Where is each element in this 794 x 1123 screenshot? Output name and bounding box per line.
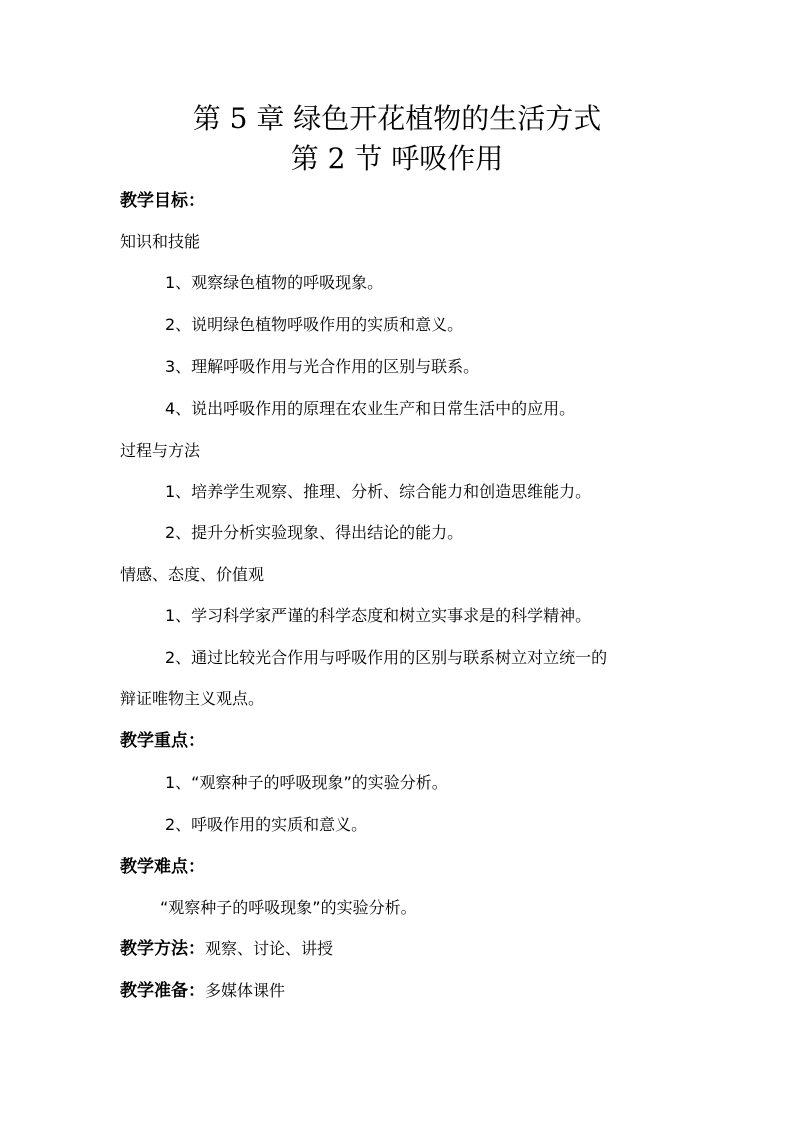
emotion-item-1: 1、学习科学家严谨的科学态度和树立实事求是的科学精神。	[165, 606, 592, 625]
process-item-1: 1、培养学生观察、推理、分析、综合能力和创造思维能力。	[165, 482, 592, 501]
process-item-2: 2、提升分析实验现象、得出结论的能力。	[165, 523, 464, 542]
knowledge-item-4: 4、说出呼吸作用的原理在农业生产和日常生活中的应用。	[165, 399, 576, 418]
preparation-line	[120, 980, 285, 1002]
process-methods-label: 过程与方法	[120, 441, 201, 460]
key-point-2: 2、呼吸作用的实质和意义。	[165, 815, 368, 834]
objectives-heading: 教学目标：	[120, 191, 205, 211]
knowledge-item-1: 1、观察绿色植物的呼吸现象。	[165, 273, 384, 292]
knowledge-skills-label: 知识和技能	[120, 232, 201, 251]
key-points-heading: 教学重点：	[120, 731, 205, 751]
methods-line	[120, 938, 333, 960]
key-point-1: 1、“观察种子的呼吸现象”的实验分析。	[165, 773, 448, 792]
chapter-title: 第 5 章 绿色开花植物的生活方式	[192, 102, 602, 135]
methods-heading: 教学方法：	[120, 939, 205, 959]
emotion-item-2: 2、通过比较光合作用与呼吸作用的区别与联系树立对立统一的	[165, 648, 608, 667]
difficulties-text: “观察种子的呼吸现象”的实验分析。	[160, 898, 417, 917]
knowledge-item-3: 3、理解呼吸作用与光合作用的区别与联系。	[165, 357, 480, 376]
emotion-values-label: 情感、态度、价值观	[120, 565, 265, 584]
preparation-text: 多媒体课件	[205, 981, 286, 1000]
preparation-heading: 教学准备：	[120, 981, 205, 1001]
emotion-item-2-continuation: 辩证唯物主义观点。	[120, 689, 265, 708]
section-title: 第 2 节 呼吸作用	[290, 142, 504, 175]
methods-text: 观察、讨论、讲授	[205, 939, 334, 958]
difficulties-heading: 教学难点：	[120, 857, 205, 877]
knowledge-item-2: 2、说明绿色植物呼吸作用的实质和意义。	[165, 315, 464, 334]
